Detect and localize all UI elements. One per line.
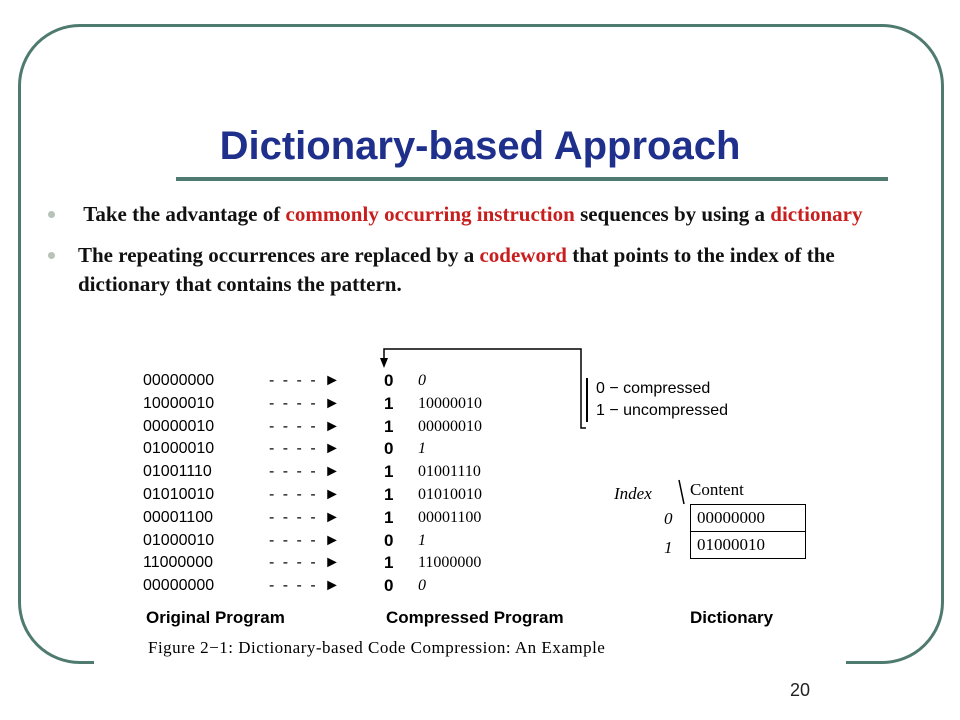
compression-flag: 0 (384, 439, 394, 459)
compressed-data: 00000010 (418, 417, 482, 435)
compressed-data: 0 (418, 577, 426, 595)
title-underline (176, 177, 888, 181)
dictionary-row (691, 532, 806, 559)
dashed-arrow-icon: ‑ ‑ ‑ ‑ ► (269, 440, 342, 458)
dictionary-row (691, 505, 806, 532)
original-row: 10000010 (143, 394, 215, 412)
compression-flag: 1 (384, 393, 394, 413)
bullet-2-text-1: The repeating occurrences are replaced by a (78, 243, 480, 267)
compression-flag: 1 (384, 553, 394, 573)
dictionary-table (690, 504, 806, 559)
compression-flag: 1 (384, 416, 394, 436)
original-program-column (143, 370, 214, 598)
compressed-data: 11000000 (418, 554, 482, 572)
compressed-data: 01001110 (418, 463, 481, 481)
bullet-item-1 (44, 200, 904, 229)
original-program-label: Original Program (146, 608, 285, 627)
compression-flag: 1 (384, 507, 394, 527)
compressed-data: 1 (418, 531, 426, 549)
dashed-arrow-icon: ‑ ‑ ‑ ‑ ► (269, 485, 342, 503)
original-row: 00000000 (143, 372, 215, 389)
compressed-data: 01010010 (418, 485, 482, 503)
compression-flag-column (384, 370, 393, 598)
bullet-2-text-2: that points to the index of the dictionary that contains the pattern. (78, 243, 835, 296)
arrow-column (269, 370, 342, 598)
compressed-data: 00001100 (418, 508, 482, 526)
figure-caption: Figure 2−1: Dictionary-based Code Compression: An Example (148, 638, 606, 657)
bullet-1-text-2: sequences by using a (574, 202, 771, 226)
compressed-data-column (418, 370, 482, 598)
dictionary-index-header: Index (614, 484, 652, 503)
dashed-arrow-icon: ‑ ‑ ‑ ‑ ► (269, 463, 342, 481)
compression-flag: 0 (384, 576, 394, 596)
bullet-1-highlight-1: commonly occurring instruction (285, 202, 575, 226)
original-row: 01000010 (143, 440, 215, 458)
compression-flag: 1 (384, 484, 394, 504)
compression-flag: 0 (384, 530, 394, 550)
compressed-data: 10000010 (418, 394, 482, 412)
dashed-arrow-icon: ‑ ‑ ‑ ‑ ► (269, 508, 342, 526)
dashed-arrow-icon: ‑ ‑ ‑ ‑ ► (269, 394, 342, 412)
page-number: 20 (790, 680, 811, 700)
original-row: 01000010 (143, 531, 215, 549)
bullet-1-highlight-2: dictionary (770, 202, 863, 226)
legend-uncompressed: 1 − uncompressed (596, 402, 729, 419)
dictionary-content-header: Content (690, 480, 744, 499)
dashed-arrow-icon: ‑ ‑ ‑ ‑ ► (269, 531, 342, 549)
slide-title: Dictionary-based Approach (219, 124, 741, 168)
compression-flag: 0 (384, 371, 394, 390)
dashed-arrow-icon: ‑ ‑ ‑ ‑ ► (269, 372, 342, 389)
dictionary-content-cell: 01000010 (691, 532, 806, 559)
original-row: 11000000 (143, 554, 213, 572)
original-row: 01010010 (143, 485, 215, 503)
dictionary-index-cell: 1 (664, 538, 673, 557)
dashed-arrow-icon: ‑ ‑ ‑ ‑ ► (269, 554, 342, 572)
bullet-list (44, 200, 904, 311)
bullet-item-2 (44, 241, 904, 299)
original-row: 01001110 (143, 463, 212, 481)
bullet-2-highlight-1: codeword (479, 243, 567, 267)
dictionary-content-cell: 00000000 (691, 505, 806, 532)
dashed-arrow-icon: ‑ ‑ ‑ ‑ ► (269, 577, 342, 595)
original-row: 00000010 (143, 417, 215, 435)
flag-legend (586, 378, 728, 422)
compressed-data: 1 (418, 440, 426, 458)
dashed-arrow-icon: ‑ ‑ ‑ ‑ ► (269, 417, 342, 435)
bullet-icon (48, 252, 55, 259)
compression-figure (94, 328, 846, 666)
legend-compressed: 0 − compressed (596, 380, 711, 397)
compressed-program-label: Compressed Program (386, 608, 564, 627)
original-row: 00000000 (143, 577, 215, 595)
dictionary-index-cell: 0 (664, 509, 673, 528)
compression-flag: 1 (384, 462, 394, 482)
bullet-icon (48, 211, 55, 218)
compressed-data: 0 (418, 372, 426, 389)
original-row: 00001100 (143, 508, 213, 526)
bullet-1-text-1: Take the advantage of (83, 202, 286, 226)
dictionary-label: Dictionary (690, 608, 774, 627)
